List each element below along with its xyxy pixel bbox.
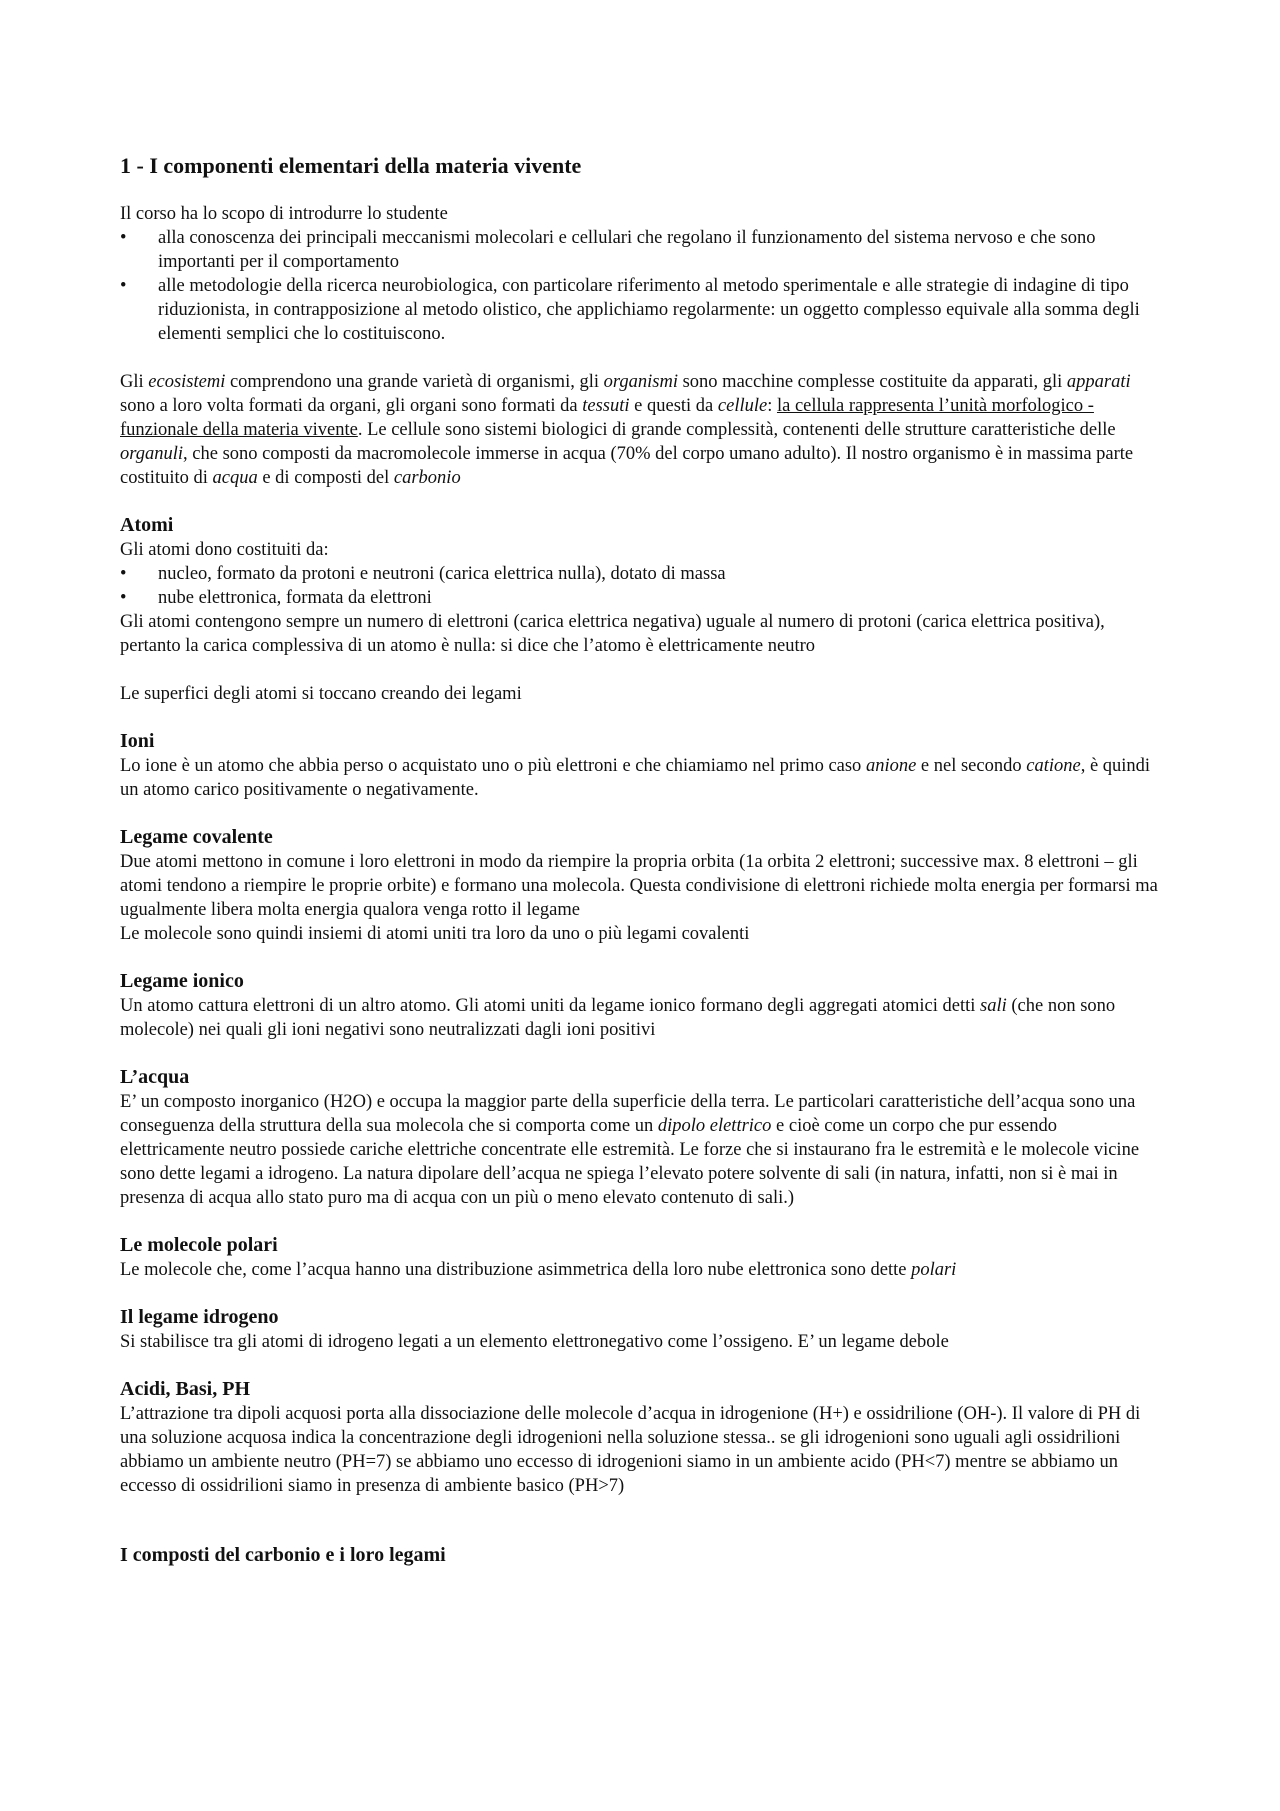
spacer: [120, 658, 1165, 682]
bullet-icon: •: [120, 276, 127, 296]
section-heading-molecole-polari: Le molecole polari: [120, 1234, 278, 1256]
section-heading-acqua: L’acqua: [120, 1066, 190, 1088]
atoms-lead: Gli atomi dono costituiti da:: [120, 540, 329, 560]
atoms-paragraph: Gli atomi contengono sempre un numero di elettroni (carica elettrica negativa) uguale al numero di protoni (carica elettrica positiva), pertanto la carica complessiva di un atomo è nulla: si dice che l’atomo è elettricamente neutro: [120, 612, 1105, 656]
intro-lead: Il corso ha lo scopo di introdurre lo studente: [120, 204, 448, 224]
list-item: • nucleo, formato da protoni e neutroni (carica elettrica nulla), dotato di massa: [120, 564, 726, 584]
ionic-paragraph: Un atomo cattura elettroni di un altro atomo. Gli atomi uniti da legame ionico formano degli aggregati atomici detti sali (che non sono molecole) nei quali gli ioni negativi sono neutralizzati dagli ioni positivi: [120, 996, 1116, 1040]
hydrogen-paragraph: Si stabilisce tra gli atomi di idrogeno legati a un elemento elettronegativo come l’ossigeno. E’ un legame debole: [120, 1332, 949, 1352]
atoms-paragraph-2: Le superfici degli atomi si toccano creando dei legami: [120, 684, 522, 704]
document-page: [120, 152, 1165, 1568]
covalent-paragraph-2: Le molecole sono quindi insiemi di atomi uniti tra loro da uno o più legami covalenti: [120, 924, 750, 944]
polar-paragraph: Le molecole che, come l’acqua hanno una distribuzione asimmetrica della loro nube elettronica sono dette polari: [120, 1260, 957, 1280]
underlined-definition: la cellula rappresenta l’unità morfologico - funzionale della materia vivente: [120, 396, 1094, 440]
covalent-paragraph: Due atomi mettono in comune i loro elettroni in modo da riempire la propria orbita (1a orbita 2 elettroni; successive max. 8 elettroni – gli atomi tendono a riempire le proprie orbite) e formano una molecola. Questa condivisione di elettroni richiede molta energia per formarsi ma ugualmente libera molta energia qualora venga rotto il legame: [120, 852, 1158, 920]
ecosystems-paragraph: Gli ecosistemi comprendono una grande varietà di organismi, gli organismi sono macchine complesse costituite da apparati, gli apparati sono a loro volta formati da organi, gli organi sono formati da tessuti e questi da cellule: la cellula rappresenta l’unità morfologico - funzionale della materia vivente. Le cellule sono sistemi biologici di grande complessità, contenenti delle strutture caratteristiche delle organuli, che sono composti da macromolecole immerse in acqua (70% del corpo umano adulto). Il nostro organismo è in massima parte costituito di acqua e di composti del carbonio: [120, 372, 1134, 488]
section-heading-legame-idrogeno: Il legame idrogeno: [120, 1306, 279, 1328]
section-heading-acidi-basi-ph: Acidi, Basi, PH: [120, 1378, 251, 1400]
water-paragraph: E’ un composto inorganico (H2O) e occupa la maggior parte della superficie della terra. Le particolari caratteristiche dell’acqua sono una conseguenza della struttura della sua molecola che si comporta come un dipolo elettrico e cioè come un corpo che pur essendo elettricamente neutro possiede cariche elettriche concentrate elle estremità. Le forze che si instaurano fra le estremità e le molecole vicine sono dette legami a idrogeno. La natura dipolare dell’acqua ne spiega l’elevato potere solvente di sali (in natura, infatti, non si è mai in presenza di acqua allo stato puro ma di acqua con un più o meno elevato contenuto di sali.): [120, 1092, 1140, 1208]
intro-list: [120, 226, 1165, 346]
section-heading-legame-ionico: Legame ionico: [120, 970, 244, 992]
list-item: • alle metodologie della ricerca neurobiologica, con particolare riferimento al metodo sperimentale e alle strategie di indagine di tipo riduzionista, in contrapposizione al metodo olistico, che applichiamo regolarmente: un oggetto complesso equivale alla somma degli elementi semplici che lo costituiscono.: [120, 276, 1140, 344]
list-item: • nube elettronica, formata da elettroni: [120, 588, 432, 608]
section-heading-atomi: Atomi: [120, 514, 174, 536]
bullet-icon: •: [120, 228, 127, 248]
section-heading-ioni: Ioni: [120, 730, 155, 752]
bullet-icon: •: [120, 564, 127, 584]
page-title: 1 - I componenti elementari della materia vivente: [120, 153, 582, 178]
spacer: [120, 346, 1165, 370]
list-item: • alla conoscenza dei principali meccanismi molecolari e cellulari che regolano il funzionamento del sistema nervoso e che sono importanti per il comportamento: [120, 228, 1096, 272]
acids-paragraph: L’attrazione tra dipoli acquosi porta alla dissociazione delle molecole d’acqua in idrogenione (H+) e ossidrilione (OH-). Il valore di PH di una soluzione acquosa indica la concentrazione degli idrogenioni nella soluzione stessa.. se gli idrogenioni sono uguali agli ossidrilioni abbiamo un ambiente neutro (PH=7) se abbiamo uno eccesso di idrogenioni siamo in un ambiente acido (PH<7) mentre se abbiamo un eccesso di ossidrilioni siamo in presenza di ambiente basico (PH>7): [120, 1404, 1141, 1496]
section-heading-composti-carbonio: I composti del carbonio e i loro legami: [120, 1544, 446, 1566]
atoms-list: [120, 562, 1165, 610]
section-heading-legame-covalente: Legame covalente: [120, 826, 273, 848]
bullet-icon: •: [120, 588, 127, 608]
ions-paragraph: Lo ione è un atomo che abbia perso o acquistato uno o più elettroni e che chiamiamo nel primo caso anione e nel secondo catione, è quindi un atomo carico positivamente o negativamente.: [120, 756, 1151, 800]
